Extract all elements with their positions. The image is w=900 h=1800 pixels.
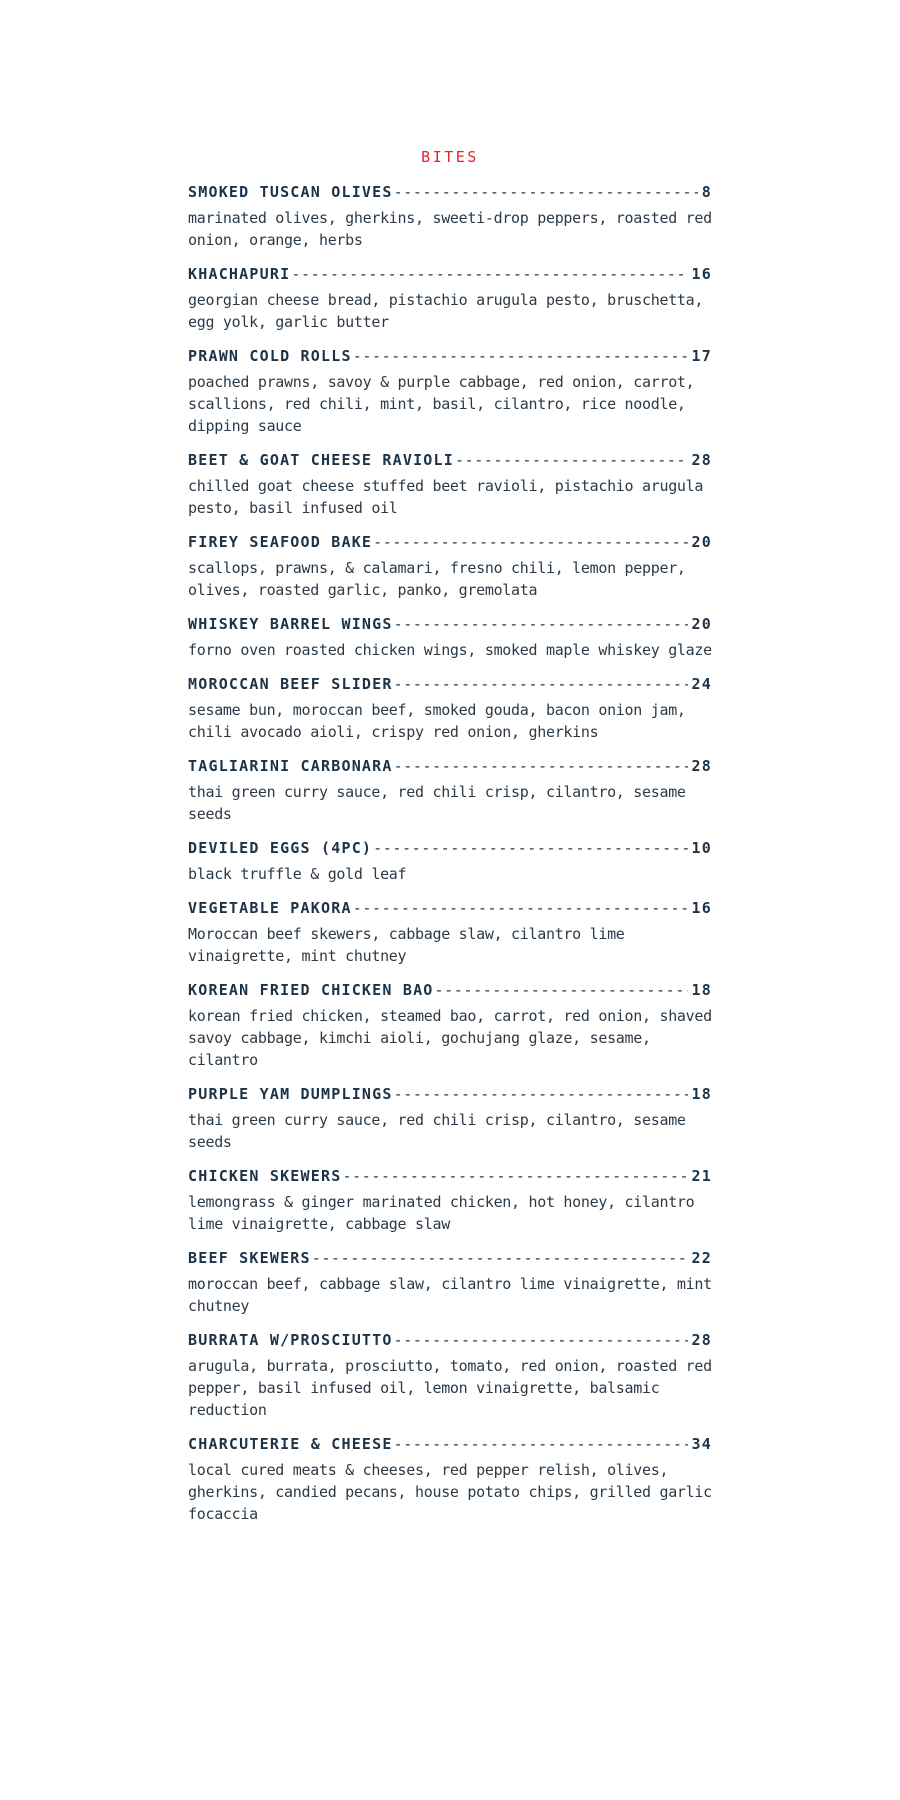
menu-item-header — [188, 837, 712, 859]
menu-item-description: forno oven roasted chicken wings, smoked maple whiskey glaze — [188, 641, 712, 659]
dotted-leader — [312, 1247, 688, 1269]
menu-item — [188, 613, 712, 661]
menu-item-name: MOROCCAN BEEF SLIDER — [188, 675, 393, 693]
menu-item-price: 18 — [691, 1085, 712, 1103]
menu-item-header — [188, 449, 712, 471]
menu-item-description: chilled goat cheese stuffed beet ravioli, pistachio arugula pesto, basil infused oil — [188, 477, 704, 517]
menu-item-description: georgian cheese bread, pistachio arugula pesto, bruschetta, egg yolk, garlic butter — [188, 291, 704, 331]
menu-item — [188, 1165, 712, 1235]
menu-item-description: moroccan beef, cabbage slaw, cilantro lime vinaigrette, mint chutney — [188, 1275, 712, 1315]
menu-item-header — [188, 1433, 712, 1455]
menu-item — [188, 897, 712, 967]
dotted-leader — [435, 979, 688, 1001]
menu-item-description: thai green curry sauce, red chili crisp, cilantro, sesame seeds — [188, 1111, 686, 1151]
menu-item-header — [188, 1329, 712, 1351]
menu-item — [188, 1433, 712, 1525]
menu-item-name: BEET & GOAT CHEESE RAVIOLI — [188, 451, 454, 469]
menu-item — [188, 837, 712, 885]
menu-item-name: TAGLIARINI CARBONARA — [188, 757, 393, 775]
menu-item-price: 8 — [701, 183, 712, 201]
menu-item-name: CHARCUTERIE & CHEESE — [188, 1435, 393, 1453]
section-title: BITES — [421, 148, 479, 166]
menu-item-description: thai green curry sauce, red chili crisp, cilantro, sesame seeds — [188, 783, 686, 823]
menu-item — [188, 345, 712, 437]
menu-item-description: Moroccan beef skewers, cabbage slaw, cilantro lime vinaigrette, mint chutney — [188, 925, 625, 965]
menu-item-header — [188, 531, 712, 553]
menu-item-description: poached prawns, savoy & purple cabbage, red onion, carrot, scallions, red chili, mint, basil, cilantro, rice noodle, dipping sauce — [188, 373, 695, 435]
menu-item-name: PRAWN COLD ROLLS — [188, 347, 352, 365]
menu-item-price: 22 — [691, 1249, 712, 1267]
menu-item-name: SMOKED TUSCAN OLIVES — [188, 183, 393, 201]
dotted-leader — [394, 613, 688, 635]
menu-item — [188, 263, 712, 333]
menu-item-price: 24 — [691, 675, 712, 693]
menu-item-name: VEGETABLE PAKORA — [188, 899, 352, 917]
menu-item-price: 10 — [691, 839, 712, 857]
dotted-leader — [394, 755, 688, 777]
menu-item-header — [188, 1247, 712, 1269]
menu-item-header — [188, 263, 712, 285]
menu-item-price: 20 — [691, 533, 712, 551]
dotted-leader — [342, 1165, 687, 1187]
menu-item-price: 34 — [691, 1435, 712, 1453]
menu-list — [188, 181, 712, 1537]
menu-item — [188, 531, 712, 601]
dotted-leader — [394, 1329, 688, 1351]
menu-item-header — [188, 613, 712, 635]
menu-item-header — [188, 897, 712, 919]
dotted-leader — [455, 449, 688, 471]
menu-item-price: 28 — [691, 757, 712, 775]
menu-item — [188, 979, 712, 1071]
menu-item-description: local cured meats & cheeses, red pepper relish, olives, gherkins, candied pecans, house potato chips, grilled garlic focaccia — [188, 1461, 712, 1523]
menu-item-description: lemongrass & ginger marinated chicken, hot honey, cilantro lime vinaigrette, cabbage slaw — [188, 1193, 695, 1233]
menu-item — [188, 1247, 712, 1317]
menu-item-description: black truffle & gold leaf — [188, 865, 407, 883]
menu-item-header — [188, 1083, 712, 1105]
dotted-leader — [394, 1433, 688, 1455]
dotted-leader — [353, 897, 688, 919]
menu-item-description: scallops, prawns, & calamari, fresno chili, lemon pepper, olives, roasted garlic, panko, gremolata — [188, 559, 686, 599]
dotted-leader — [373, 837, 687, 859]
menu-item-header — [188, 673, 712, 695]
menu-item-price: 16 — [691, 899, 712, 917]
menu-item-price: 28 — [691, 451, 712, 469]
menu-item-name: KOREAN FRIED CHICKEN BAO — [188, 981, 434, 999]
menu-item — [188, 449, 712, 519]
menu-item-header — [188, 345, 712, 367]
menu-item-description: marinated olives, gherkins, sweeti-drop peppers, roasted red onion, orange, herbs — [188, 209, 712, 249]
menu-item-price: 21 — [691, 1167, 712, 1185]
menu-item-price: 20 — [691, 615, 712, 633]
menu-item-header — [188, 979, 712, 1001]
menu-item — [188, 181, 712, 251]
menu-item — [188, 755, 712, 825]
menu-item — [188, 1083, 712, 1153]
dotted-leader — [394, 1083, 688, 1105]
menu-item-name: PURPLE YAM DUMPLINGS — [188, 1085, 393, 1103]
menu-item-name: FIREY SEAFOOD BAKE — [188, 533, 373, 551]
menu-item-price: 18 — [691, 981, 712, 999]
menu-item — [188, 1329, 712, 1421]
menu-item-name: KHACHAPURI — [188, 265, 291, 283]
menu-item-price: 28 — [691, 1331, 712, 1349]
menu-item — [188, 673, 712, 743]
menu-item-description: sesame bun, moroccan beef, smoked gouda, bacon onion jam, chili avocado aioli, crispy red onion, gherkins — [188, 701, 686, 741]
menu-item-description: arugula, burrata, prosciutto, tomato, red onion, roasted red pepper, basil infused oil, lemon vinaigrette, balsamic reduction — [188, 1357, 712, 1419]
dotted-leader — [394, 673, 688, 695]
menu-item-name: BEEF SKEWERS — [188, 1249, 311, 1267]
menu-item-name: CHICKEN SKEWERS — [188, 1167, 342, 1185]
dotted-leader — [373, 531, 687, 553]
menu-item-header — [188, 181, 712, 203]
menu-item-price: 17 — [691, 347, 712, 365]
menu-item-name: BURRATA W/PROSCIUTTO — [188, 1331, 393, 1349]
menu-item-price: 16 — [691, 265, 712, 283]
menu-item-name: DEVILED EGGS (4PC) — [188, 839, 373, 857]
menu-item-name: WHISKEY BARREL WINGS — [188, 615, 393, 633]
dotted-leader — [291, 263, 687, 285]
menu-item-header — [188, 1165, 712, 1187]
menu-item-description: korean fried chicken, steamed bao, carrot, red onion, shaved savoy cabbage, kimchi aioli, gochujang glaze, sesame, cilantro — [188, 1007, 712, 1069]
dotted-leader — [353, 345, 688, 367]
dotted-leader — [394, 181, 698, 203]
menu-item-header — [188, 755, 712, 777]
